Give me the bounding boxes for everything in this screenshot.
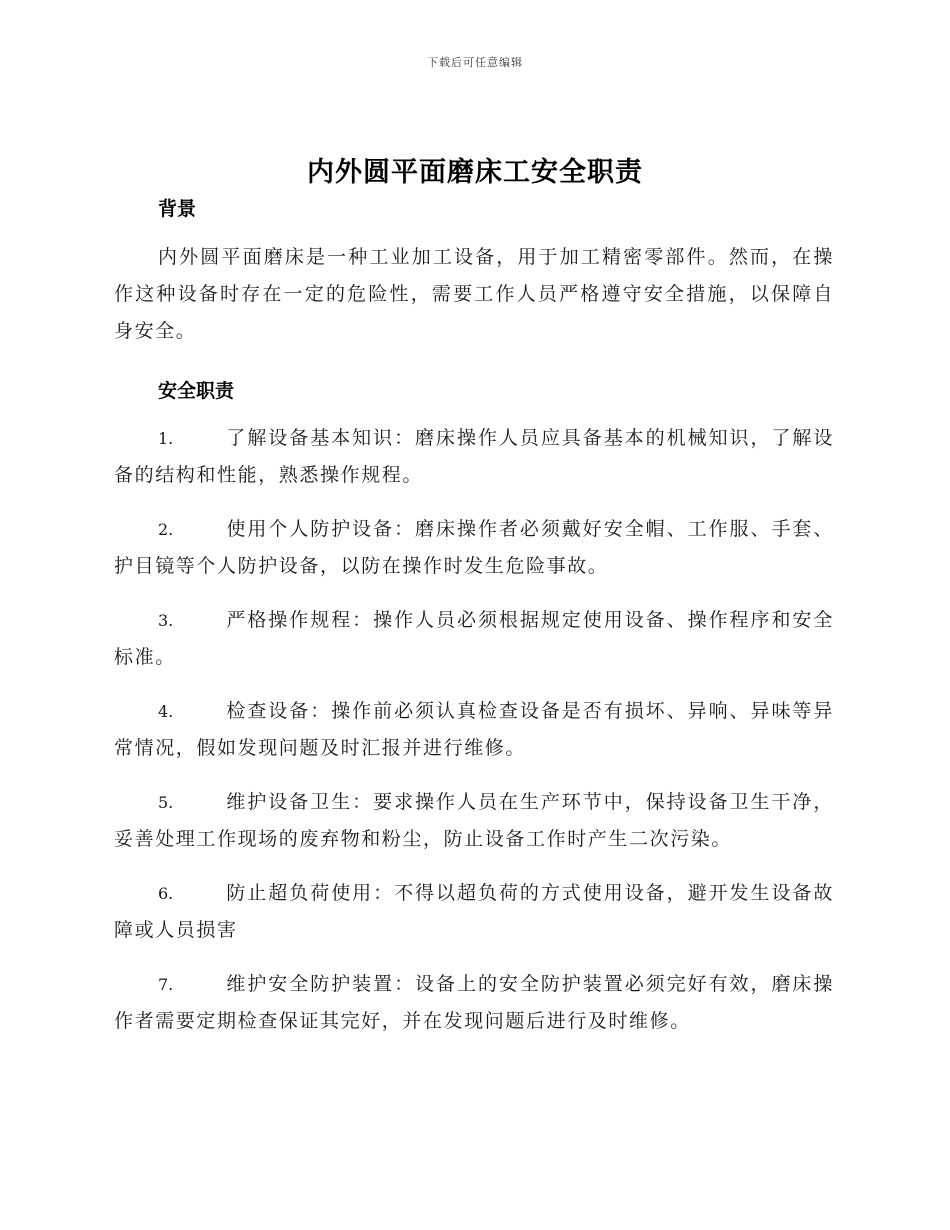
background-paragraph: 内外圆平面磨床是一种工业加工设备，用于加工精密零部件。然而，在操作这种设备时存在一定的危险性，需要工作人员严格遵守安全措施，以保障自身安全。 <box>114 246 834 342</box>
duty-list <box>114 420 834 1040</box>
duty-item <box>114 784 834 858</box>
duty-item <box>114 693 834 767</box>
duty-item <box>114 420 834 494</box>
section-heading-duties: 安全职责 <box>158 380 235 402</box>
duty-text: 维护设备卫生：要求操作人员在生产环节中，保持设备卫生干净，妥善处理工作现场的废弃物和粉尘，防止设备工作时产生二次污染。 <box>114 791 834 850</box>
duty-item <box>114 966 834 1040</box>
duty-number: 7. <box>158 975 174 994</box>
document-title: 内外圆平面磨床工安全职责 <box>307 157 643 188</box>
duty-number: 6. <box>158 884 174 903</box>
duty-text: 了解设备基本知识：磨床操作人员应具备基本的机械知识，了解设备的结构和性能，熟悉操作规程。 <box>114 427 834 486</box>
duty-item <box>114 875 834 949</box>
section-heading-background: 背景 <box>158 198 197 220</box>
duty-text: 检查设备：操作前必须认真检查设备是否有损坏、异响、异味等异常情况，假如发现问题及时汇报并进行维修。 <box>114 700 834 759</box>
duty-number: 1. <box>158 429 174 448</box>
duty-number: 2. <box>158 520 174 539</box>
header-note: 下载后可任意编辑 <box>427 56 523 69</box>
duty-item <box>114 602 834 676</box>
duty-number: 4. <box>158 702 174 721</box>
duty-text: 使用个人防护设备：磨床操作者必须戴好安全帽、工作服、手套、护目镜等个人防护设备，以防在操作时发生危险事故。 <box>114 518 834 577</box>
document-body <box>114 194 834 1057</box>
duty-text: 维护安全防护装置：设备上的安全防护装置必须完好有效，磨床操作者需要定期检查保证其完好，并在发现问题后进行及时维修。 <box>114 973 834 1032</box>
duty-text: 严格操作规程：操作人员必须根据规定使用设备、操作程序和安全标准。 <box>114 609 834 668</box>
duty-text: 防止超负荷使用：不得以超负荷的方式使用设备，避开发生设备故障或人员损害 <box>114 882 834 941</box>
duty-number: 5. <box>158 793 174 812</box>
duty-item <box>114 511 834 585</box>
duty-number: 3. <box>158 611 174 630</box>
